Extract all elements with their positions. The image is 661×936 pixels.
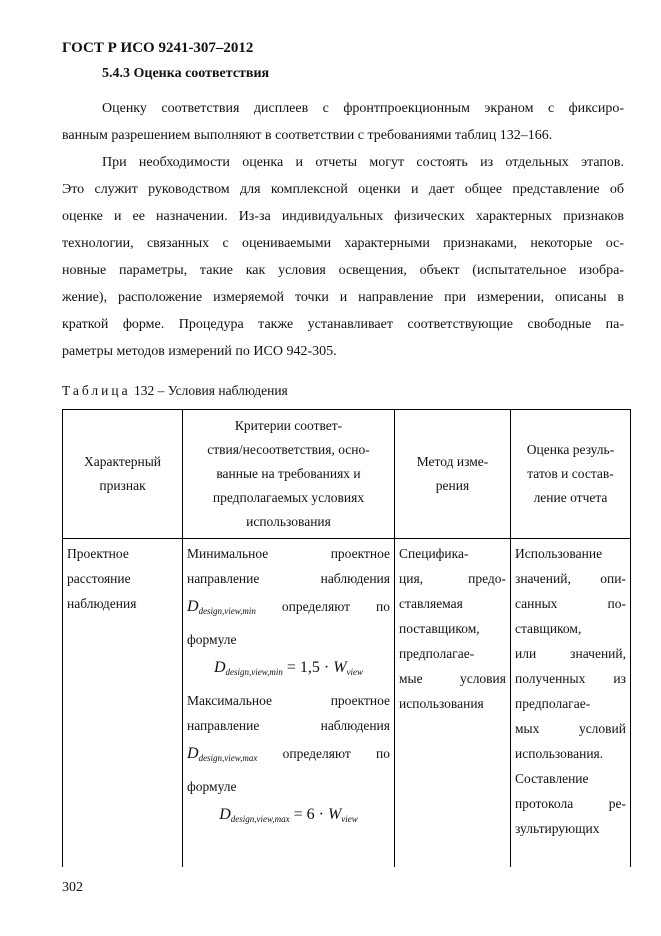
header-evaluation [511,410,631,539]
cell-line: ция, предо- [399,571,506,586]
cell-line: предполагае- [515,696,591,711]
cell-line: формуле [187,632,237,647]
cell-line: ставляемая [399,596,463,611]
paragraph-line: Оценку соответствия дисплеев с фронтпроекционным экраном с фиксиро- [102,101,624,116]
cell-line: предполагае- [399,646,475,661]
cell-line: Специфика- [399,546,469,561]
cell-line: направление наблюдения [187,571,390,586]
document-header: ГОСТ Р ИСО 9241-307–2012 [62,40,254,56]
symbol-sub: design,view,max [198,753,258,763]
symbol-d: D [187,598,199,615]
symbol-w: W [333,659,347,676]
paragraph-line: жение), расположение измеряемой точки и направление при измерении, описаны в [62,290,624,305]
header-line: признак [99,478,146,493]
table-row [63,539,631,868]
cell-line: Минимальное проектное [187,546,390,561]
cell-text: определяют по [281,599,390,614]
cell-line: санных по- [515,596,626,611]
paragraph-line: Это служит руководством для комплексной оценки и дает общее представление об [62,182,624,197]
symbol-sub: design,view,max [230,814,290,824]
cell-method [395,539,511,868]
header-criteria [183,410,395,539]
section-title: 5.4.3 Оценка соответствия [102,66,270,81]
cell-characteristic [63,539,183,868]
header-line: предполагаемых условиях [212,490,365,505]
header-line: татов и состав- [527,466,614,481]
header-line: Характерный [83,454,162,469]
header-line: Метод изме- [416,454,489,469]
cell-line: формуле [187,779,237,794]
header-line: использования [246,514,331,529]
cell-line: использования [399,696,484,711]
cell-line: Составление [515,771,589,786]
cell-line: направление наблюдения [187,718,390,733]
paragraph-line: оценке и ее назначении. Из-за индивидуальных физических характерных признаков [62,209,624,224]
paragraph-line: технологии, связанных с оцениваемыми характерными признаками, некоторые ос- [62,236,624,251]
symbol-sub: design,view,min [198,606,256,616]
paragraph-line: раметры методов измерений по ИСО 942-305. [62,344,337,359]
symbol-d: D [219,806,231,823]
symbol-d-max [187,745,257,762]
header-line: рения [435,478,470,493]
cell-line: или значений, [515,646,626,661]
paragraph-line: краткой форме. Процедура также устанавливает соответствующие свободные па- [62,317,624,332]
header-line: ванные на требованиях и [216,466,361,481]
cell-line: полученных из [515,671,626,686]
symbol-sub: design,view,min [225,667,283,677]
header-characteristic [63,410,183,539]
symbol-sub: view [341,814,358,824]
table-caption [62,383,288,399]
cell-line [187,591,390,627]
formula-rhs: = 6 · [293,806,328,823]
header-line: ление отчета [533,490,608,505]
cell-line: Проектное [67,546,129,561]
cell-line: ставщиком, [515,621,582,636]
symbol-d: D [213,659,226,676]
formula-rhs: = 1,5 · [286,659,334,676]
cell-line: поставщиком, [399,621,480,636]
cell-line: мых условий [515,721,626,736]
cell-line: Максимальное проектное [187,693,390,708]
cell-line: использования. [515,746,604,761]
cell-text: определяют по [282,746,390,761]
formula-min [187,652,390,688]
cell-line: значений, опи- [515,571,626,586]
paragraph-line: новные параметры, такие как условия освещения, объект (испытательное изобра- [62,263,624,278]
table-header-row [63,410,631,539]
paragraph-2 [62,149,624,365]
conditions-table [62,409,631,867]
cell-criteria [183,539,395,868]
header-line: Критерии соответ- [234,418,343,433]
header-line: ствия/несоответствия, осно- [207,442,370,457]
formula-max [187,799,390,835]
cell-evaluation [511,539,631,868]
symbol-d: D [187,745,199,762]
cell-line: Использование [515,546,603,561]
cell-line: мые условия [399,671,506,686]
paragraph-1 [62,95,624,149]
table-caption-text: 132 – Условия наблюдения [134,383,288,398]
symbol-w: W [327,806,342,823]
cell-line: зультирующих [515,821,600,836]
symbol-sub: view [346,667,364,677]
page-number: 302 [62,880,83,895]
table-caption-word: Таблица [62,383,131,398]
paragraph-line: При необходимости оценка и отчеты могут состоять из отдельных этапов. [102,155,624,170]
cell-line: протокола ре- [515,796,626,811]
symbol-d-min [187,598,256,615]
cell-line: расстояние [67,571,131,586]
cell-line: наблюдения [67,596,137,611]
header-line: Оценка резуль- [526,442,615,457]
cell-line [187,738,390,774]
header-method [395,410,511,539]
paragraph-line: ванным разрешением выполняют в соответствии с требованиями таблиц 132–166. [62,128,553,143]
